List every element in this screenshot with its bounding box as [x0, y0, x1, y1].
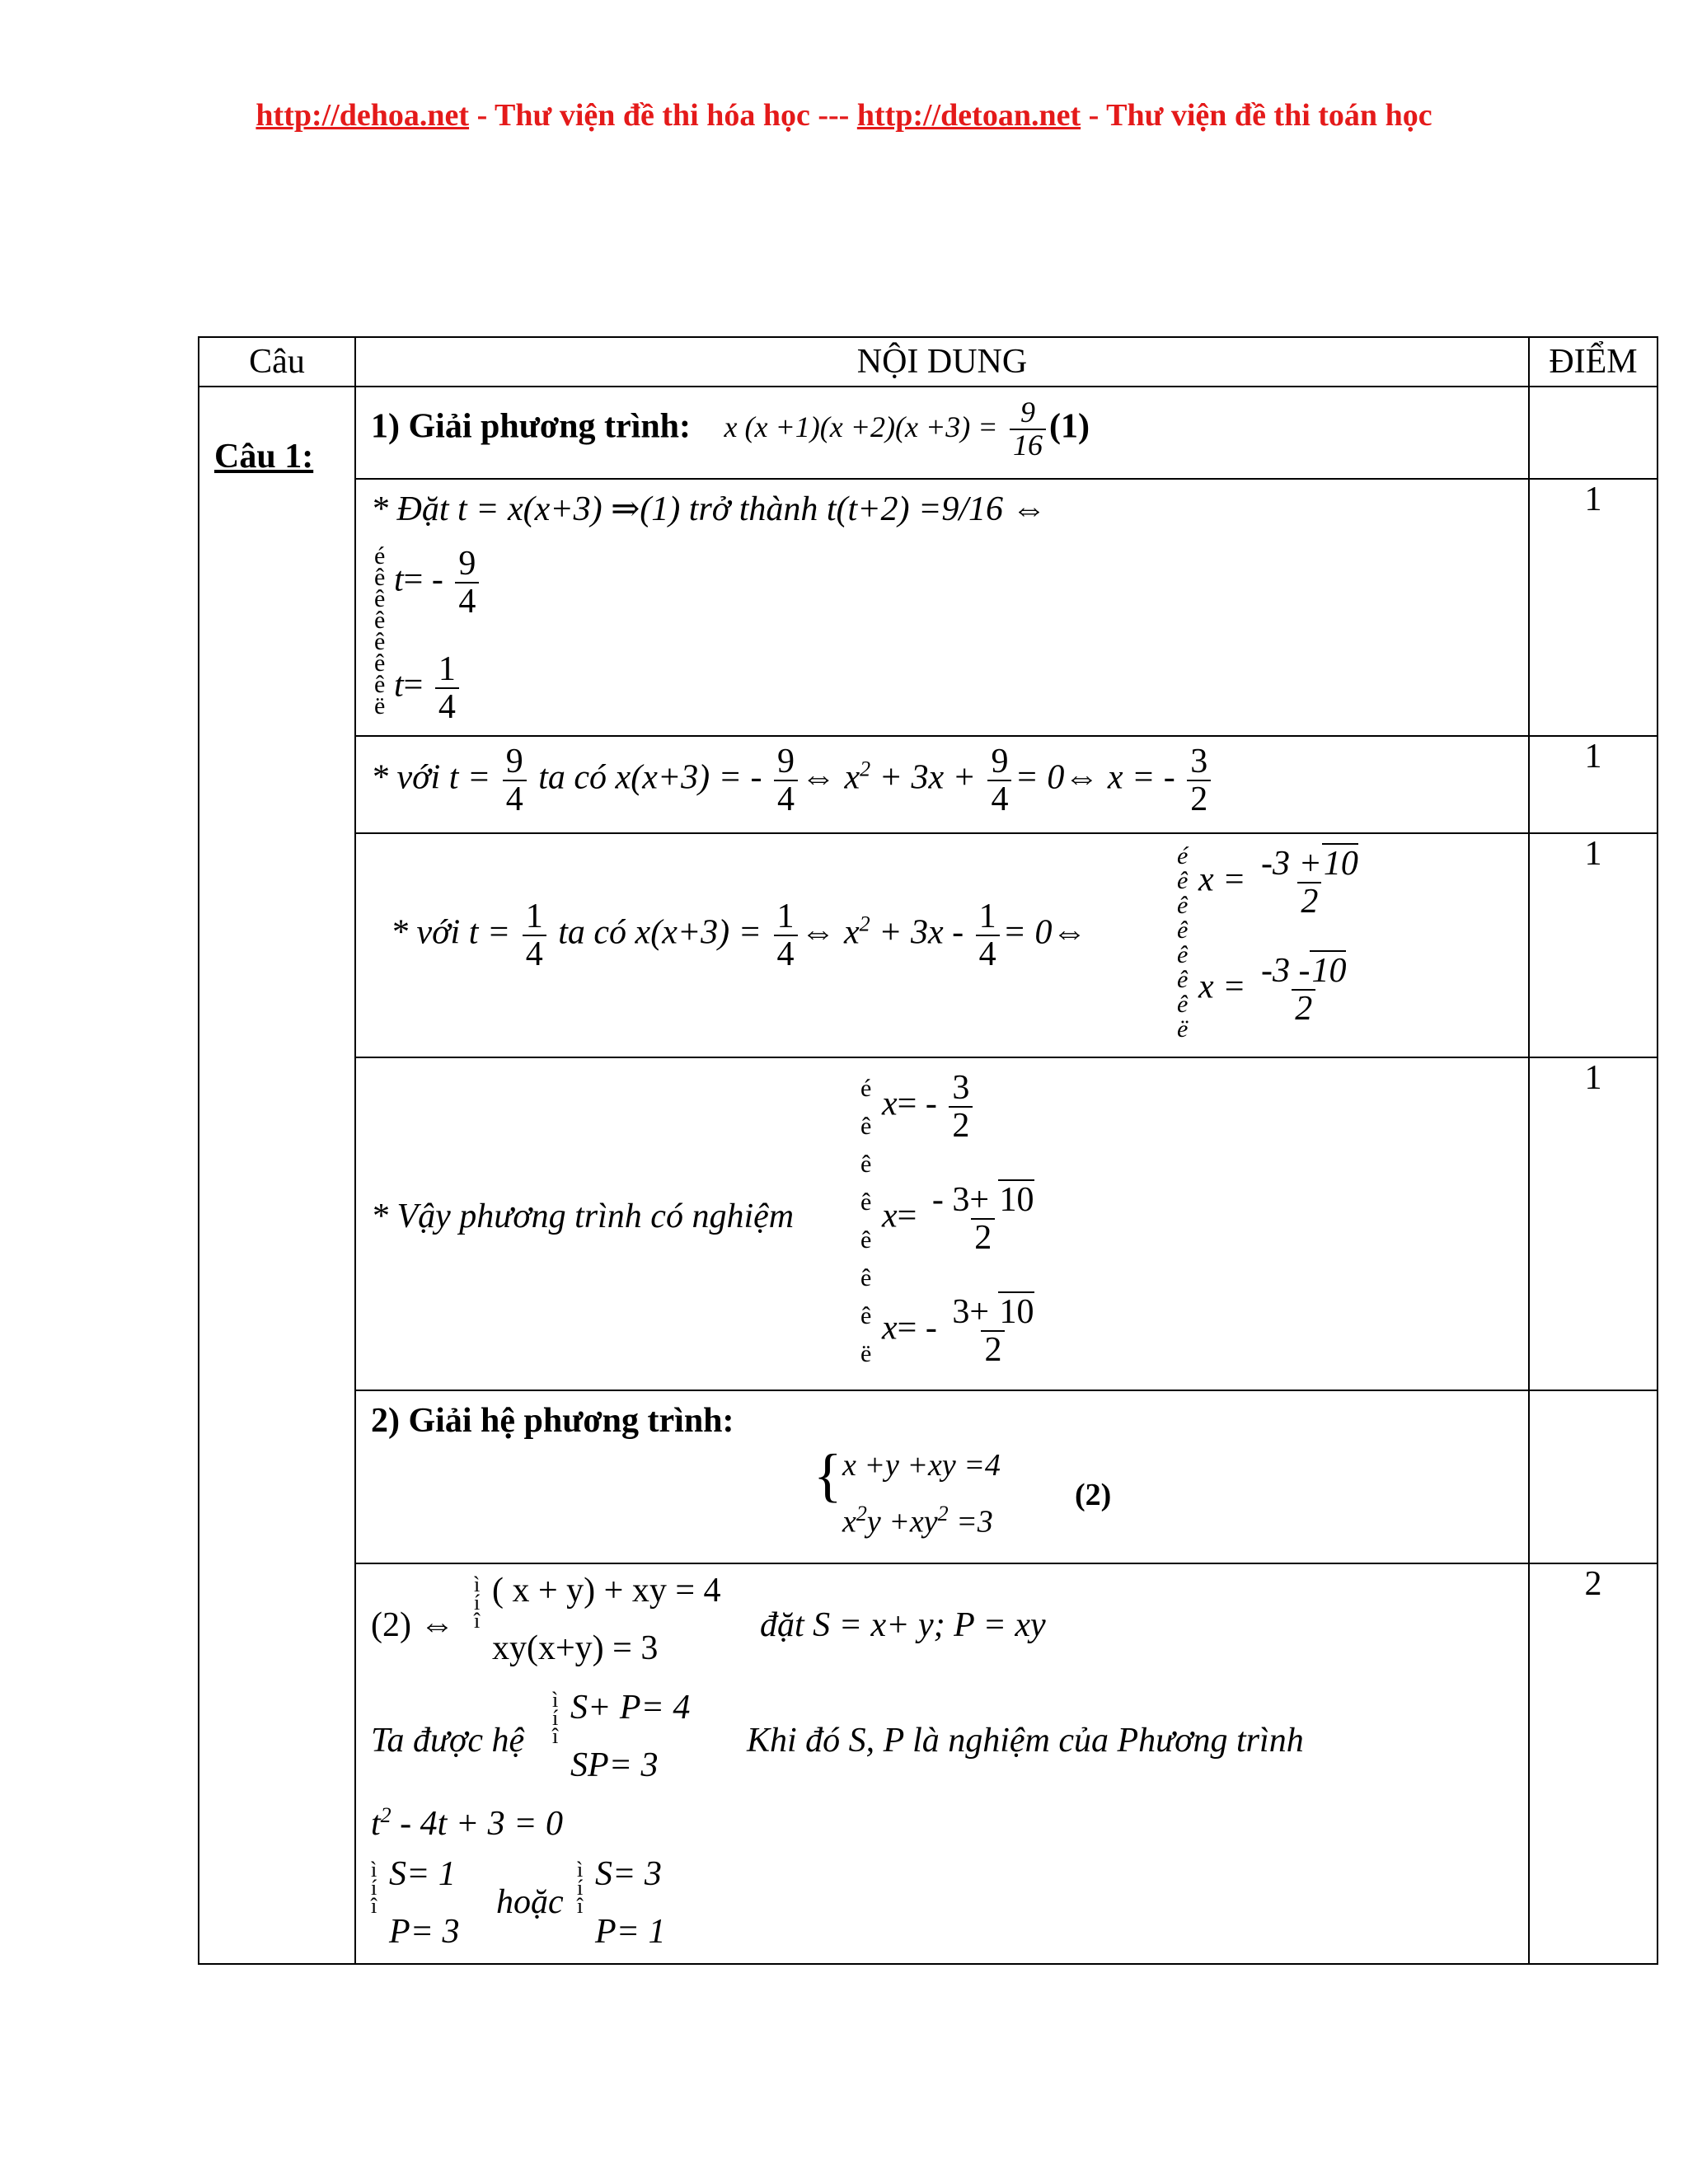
part1-title-cell — [355, 387, 1529, 479]
hoac: hoặc — [496, 1883, 564, 1921]
brace-glyphs: ì í î — [371, 1858, 377, 1918]
step2-cell — [355, 736, 1529, 833]
step1-text: * Đặt t = x(x+3) ⇒(1) trở thành t(t+2) =9/16 ⇔ — [371, 490, 1047, 528]
sys-line2: xy(x+y) = 3 — [492, 1629, 659, 1667]
header-text-1: - Thư viện đề thi hóa học --- — [469, 98, 857, 133]
concl-root3: x= - $\frac{3+ 10}{2}$ — [882, 1293, 1034, 1370]
col-noidung: NỘI DUNG — [355, 337, 1529, 387]
sys-lead: (2) ⇔ — [371, 1606, 455, 1644]
case2-s: S= 3 — [595, 1855, 662, 1893]
col-diem: ĐIỂM — [1529, 337, 1658, 387]
part1-title: 1) Giải phương trình: — [371, 407, 692, 446]
step1-cell — [355, 479, 1529, 736]
dehoa-link[interactable]: http://dehoa.net — [256, 98, 470, 133]
step3-score: 1 — [1529, 833, 1658, 1057]
table-header-row — [199, 337, 1658, 387]
col-cau: Câu — [199, 337, 355, 387]
detoan-link[interactable]: http://detoan.net — [856, 98, 1081, 133]
brace-glyphs: ì í î — [552, 1688, 559, 1748]
part2-eq1: x +y +xy =4 — [842, 1448, 1001, 1483]
table-row — [199, 1390, 1658, 1563]
header-text-2: - Thư viện đề thi toán học — [1081, 98, 1432, 133]
part2-title: 2) Giải hệ phương trình: — [371, 1402, 734, 1440]
sys-line1: ( x + y) + xy = 4 — [492, 1572, 721, 1610]
step3-root1: x = $\frac{-3 +10}{2}$ — [1198, 845, 1358, 921]
sp-line2: SP= 3 — [570, 1746, 659, 1784]
concl-cell — [355, 1057, 1529, 1390]
step2-score: 1 — [1529, 736, 1658, 833]
step3-eq: * với t = $\frac{1}{4}$ ta có x(x+3) = $\frac{1}{4}$ ⇔ $x^2 + 3x$ - $\frac{1}{4}$ = 0⇔ — [391, 898, 1087, 974]
concl-text: * Vậy phương trình có nghiệm — [371, 1197, 795, 1235]
bracket-glyphs: é ê ê ê ê ê ê ë — [1177, 842, 1189, 1043]
sp-line1: S+ P= 4 — [570, 1689, 691, 1727]
table-row — [199, 387, 1658, 479]
brace-glyphs: ì í î — [474, 1572, 481, 1633]
step3-cell — [355, 833, 1529, 1057]
part1-eq-left: x (x +1)(x +2)(x +3) = — [724, 410, 998, 444]
table-row — [199, 1057, 1658, 1390]
ta-duoc: Ta được hệ — [371, 1722, 525, 1760]
part2-brace: { — [814, 1442, 842, 1508]
step3-root2: x = $\frac{-3 -10}{2}$ — [1198, 952, 1347, 1029]
concl-root1: x= - $\frac{3}{2}$ — [882, 1070, 976, 1144]
bracket-glyphs: é ê ê ê ê ê ê ë — [860, 1075, 872, 1367]
step1-t2: t= $\frac{1}{4}$ — [394, 651, 462, 725]
step1-score: 1 — [1529, 479, 1658, 736]
table-row — [199, 833, 1658, 1057]
case1-s: S= 1 — [389, 1855, 456, 1893]
step1-t1: t= - $\frac{9}{4}$ — [394, 546, 482, 620]
part2-title-cell — [355, 1390, 1529, 1563]
concl-score: 1 — [1529, 1057, 1658, 1390]
part1-eq-frac: $\frac{9}{16}$ — [1010, 397, 1046, 462]
table-row — [199, 1563, 1658, 1964]
part2-eq2: $x^2y +xy^2 =3$ — [842, 1502, 993, 1540]
case2-p: P= 1 — [595, 1913, 666, 1951]
cau1-label: Câu 1: — [214, 438, 314, 476]
part1-eq-tag: (1) — [1049, 407, 1090, 446]
solution-table — [198, 336, 1658, 1965]
part2-tag: (2) — [1075, 1478, 1112, 1512]
bracket-glyphs: é ê ê ê ê ê ê ë — [374, 542, 386, 719]
khi-do: Khi đó S, P là nghiệm của Phương trình — [747, 1722, 1304, 1760]
page-header — [0, 97, 1688, 134]
step2-eq: * với t = $\frac{9}{4}$ ta có x(x+3) = - $\frac{9}{4}$ ⇔ $x^2 + 3x$ + $\frac{9}{4}$ = 0⇔ x = - $\frac{3}{2}$ — [371, 743, 1214, 818]
cau1-cell — [199, 387, 355, 1964]
table-row — [199, 736, 1658, 833]
sys-cell — [355, 1563, 1529, 1964]
table-row — [199, 479, 1658, 736]
concl-root2: x= $\frac{- 3+ 10}{2}$ — [882, 1181, 1034, 1258]
brace-glyphs: ì í î — [577, 1858, 584, 1918]
case1-p: P= 3 — [389, 1913, 460, 1951]
sys-dat: đặt S = x+ y; P = xy — [760, 1606, 1046, 1644]
quad-eq: $t^2 - 4t + 3 = 0$ — [371, 1803, 564, 1843]
sys-score: 2 — [1529, 1563, 1658, 1964]
